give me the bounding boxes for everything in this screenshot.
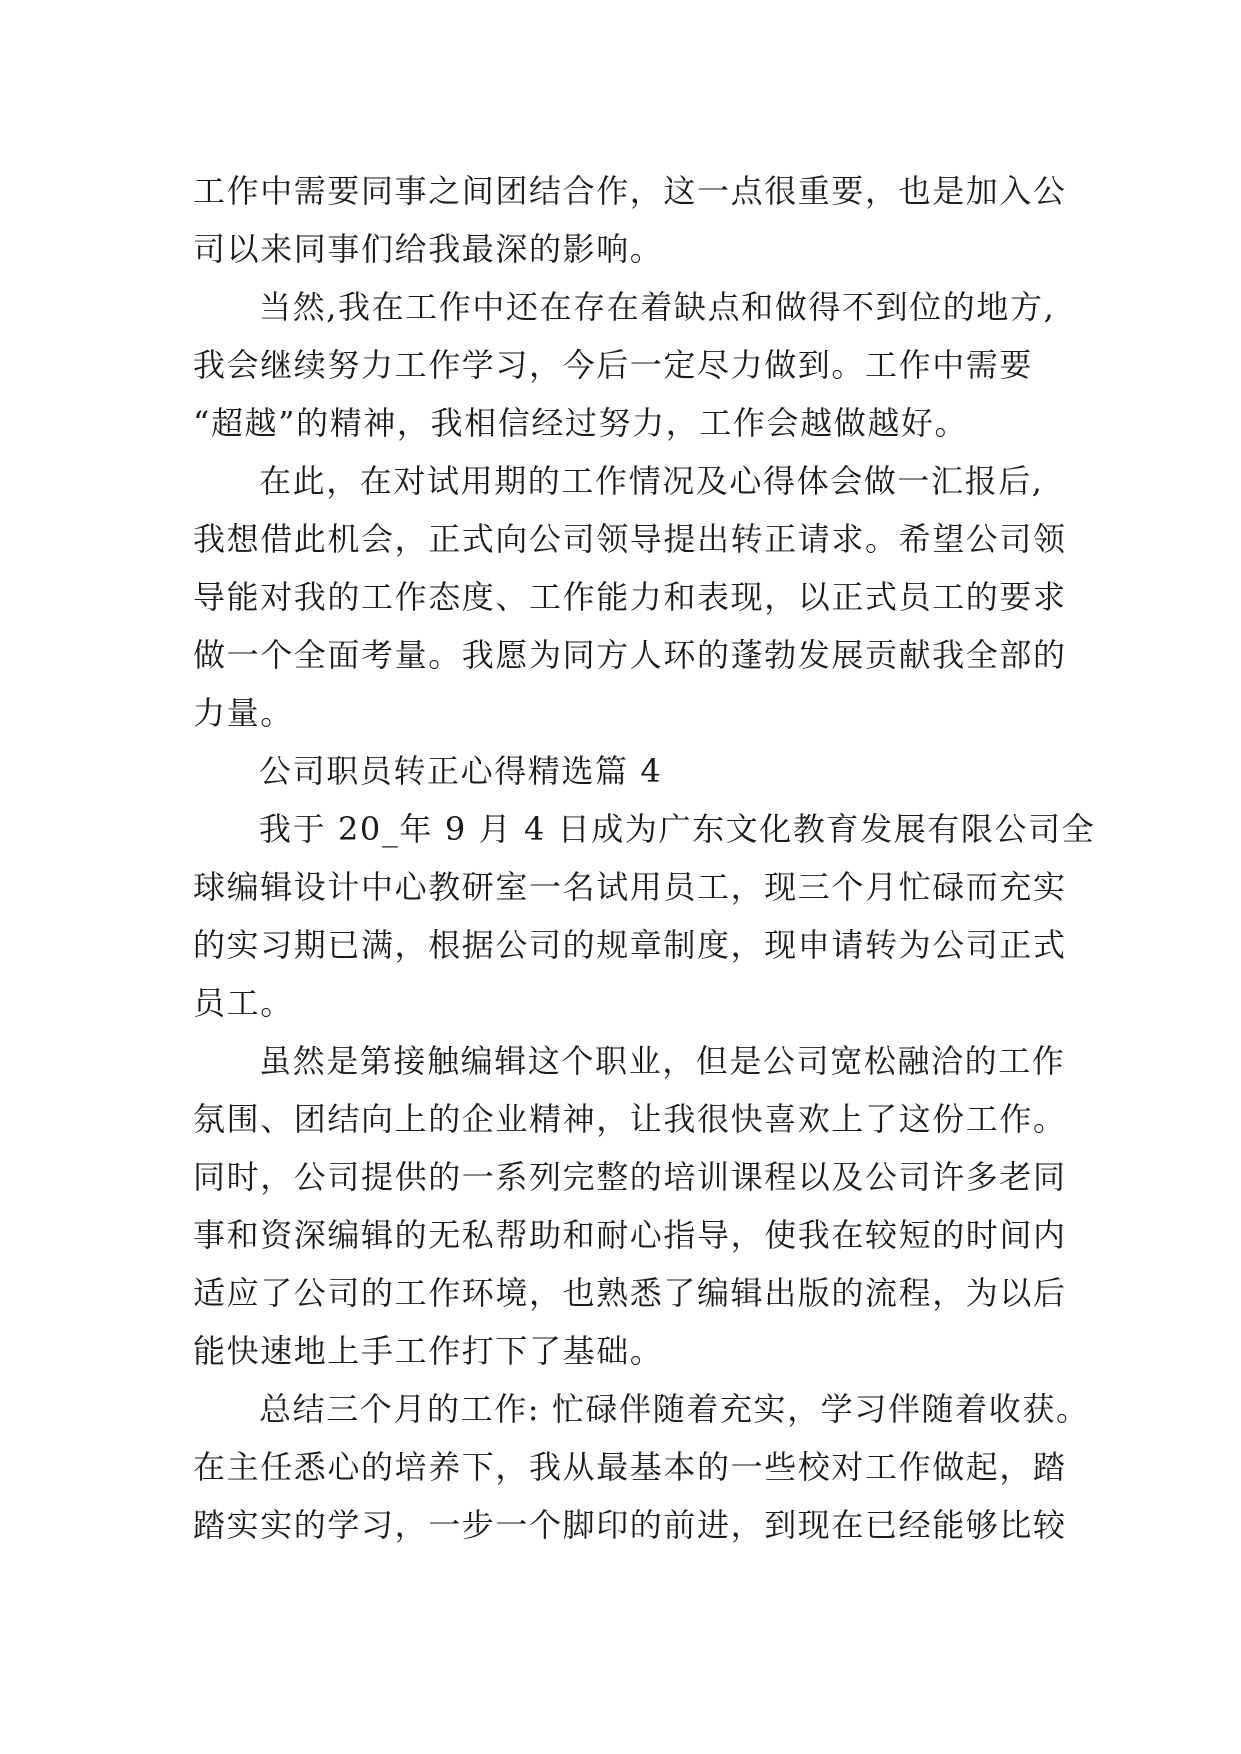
text-line: 力量。 (193, 694, 294, 732)
text-line: 总结三个月的工作: 忙碌伴随着充实，学习伴随着收获。 (259, 1390, 1090, 1428)
text-line: 工作中需要同事之间团结合作，这一点很重要，也是加入公 (193, 172, 1067, 210)
text-line: 球编辑设计中心教研室一名试用员工，现三个月忙碌而充实 (193, 868, 1067, 906)
text-line: 氛围、团结向上的企业精神，让我很快喜欢上了这份工作。 (193, 1100, 1067, 1138)
text-line: 适应了公司的工作环境，也熟悉了编辑出版的流程，为以后 (193, 1274, 1067, 1312)
paragraph (193, 278, 1083, 452)
text-line: 当然,我在工作中还在存在着缺点和做得不到位的地方, (259, 288, 1056, 326)
text-line: 的实习期已满，根据公司的规章制度，现申请转为公司正式 (193, 926, 1067, 964)
text-line: 在此，在对试用期的工作情况及心得体会做一汇报后, (259, 462, 1044, 500)
text-line: 做一个全面考量。我愿为同方人环的蓬勃发展贡献我全部的 (193, 636, 1067, 674)
text-line: 我于 20_年 9 月 4 日成为广东文化教育发展有限公司全 (259, 810, 1096, 848)
text-line: 员工。 (193, 984, 294, 1022)
paragraph (193, 162, 1083, 278)
paragraph (193, 452, 1083, 742)
text-line: 在主任悉心的培养下，我从最基本的一些校对工作做起，踏 (193, 1448, 1067, 1486)
text-line: 踏实实的学习，一步一个脚印的前进，到现在已经能够比较 (193, 1506, 1067, 1544)
paragraph (193, 1032, 1083, 1380)
text-line: 同时，公司提供的一系列完整的培训课程以及公司许多老同 (193, 1158, 1067, 1196)
text-line: 能快速地上手工作打下了基础。 (193, 1332, 664, 1370)
document-body (193, 162, 1096, 1554)
text-line: 导能对我的工作态度、工作能力和表现，以正式员工的要求 (193, 578, 1067, 616)
text-line: “超越”的精神，我相信经过努力，工作会越做越好。 (193, 404, 969, 442)
text-line: 虽然是第接触编辑这个职业，但是公司宽松融洽的工作 (259, 1042, 1066, 1080)
paragraph (193, 800, 1096, 1032)
paragraph (193, 1380, 1090, 1554)
text-line: 司以来同事们给我最深的影响。 (193, 230, 664, 268)
text-line: 我会继续努力工作学习，今后一定尽力做到。工作中需要 (193, 346, 1034, 384)
section-heading (193, 742, 1083, 800)
text-line: 我想借此机会，正式向公司领导提出转正请求。希望公司领 (193, 520, 1067, 558)
text-line: 事和资深编辑的无私帮助和耐心指导，使我在较短的时间内 (193, 1216, 1067, 1254)
section-heading-text: 公司职员转正心得精选篇 4 (259, 752, 663, 790)
